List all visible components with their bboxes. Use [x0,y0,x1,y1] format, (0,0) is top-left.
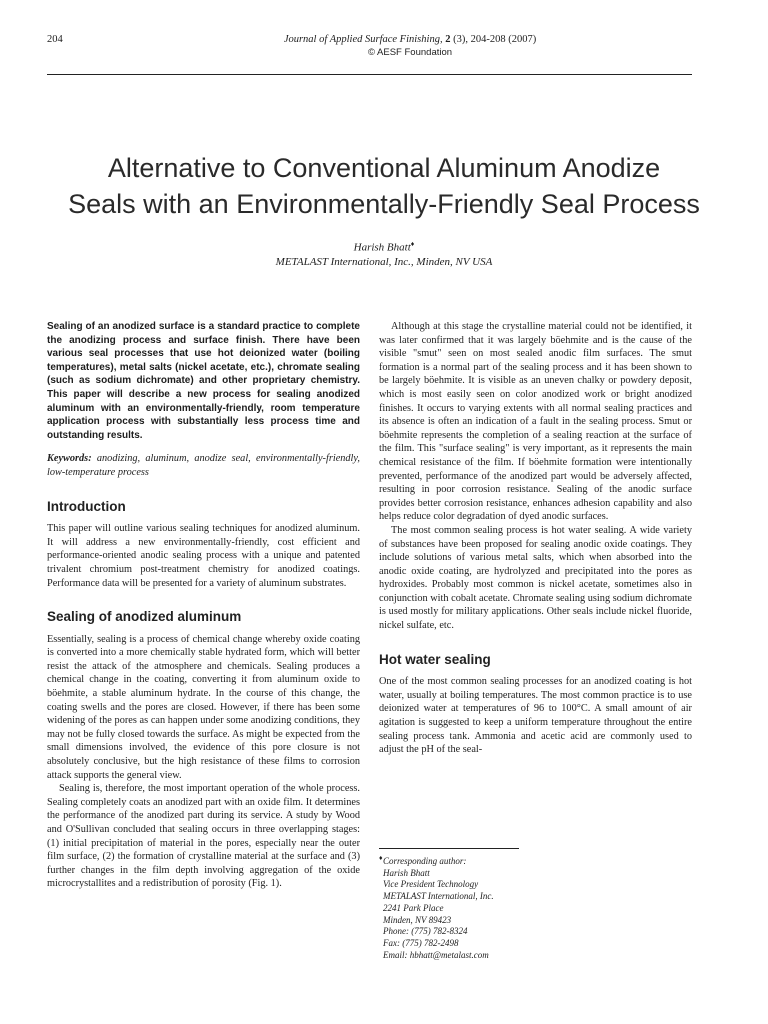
paper-title [20,150,748,222]
footnote-name: Harish Bhatt [383,867,430,878]
author-footnote-marker: ♦ [410,240,415,248]
title-line-2: Seals with an Environmentally-Friendly Seal Process [68,189,700,219]
left-column [47,320,360,891]
body-paragraph-seal-types: The most common sealing process is hot water sealing. A wide variety of substances have been proposed for sealing anodic oxide coatings. They include solutions of various metal salts, which when absorbed into the anodic oxide coating, are hydrolyzed and precipitated into the pores as hydroxides. Probably most common is nickel acetate, sometimes also in conjunction with cobalt acetate. Chromate sealing using sodium dichromate is used mostly for military applications. Other seals include nickel fluoride, nickel sulfate, etc. [379,524,692,632]
footnote-email: Email: hbhatt@metalast.com [383,949,489,960]
header-divider [47,74,692,75]
title-line-1: Alternative to Conventional Aluminum Anodize [107,153,661,183]
copyright: © AESF Foundation [367,47,453,58]
footnote-company: METALAST International, Inc. [383,891,494,902]
keywords-text: anodizing, aluminum, anodize seal, environmentally-friendly, low-temperature process [47,453,360,478]
footnote-street: 2241 Park Place [383,902,444,913]
author-affiliation: METALAST International, Inc., Minden, NV USA [275,256,493,268]
footnote-divider [379,848,519,849]
sealing-paragraph-1: Essentially, sealing is a process of chemical change whereby oxide coating is converted into a more chemically stable hydrated form, which will better resist the attack of the atmosphere and chemicals. Sealing produces a chemical change in the coating, converting it from aluminum oxide to böehmite, a stable aluminum hydrate. In the course of this change, the coating swells and the pores are closed. However, if there has been some widening of the pores as can happen under some anodizing conditions, they may not be fully closed towards the surface. As might be expected from the small dimensions involved, the evidence of this pore closure is not absolutely conclusive, but the high resistance of these films to corrosion attack supports the general view. [47,633,360,781]
abstract: Sealing of an anodized surface is a standard practice to complete the anodizing process and surface finish. There have been various seal processes that use hot deionized water (boiling temperatures), metal salts (nickel acetate, etc.), chromate sealing (such as sodium dichromate) and other proprietary chemistry. This paper will describe a new process for sealing anodized aluminum with an environmentally-friendly, room temperature application process with substantially less process time and outstanding results. [47,321,360,441]
footnote-label: Corresponding author: [383,856,467,866]
body-paragraph-smut: Although at this stage the crystalline material could not be identified, it was later confirmed that it was largely böehmite and is the cause of the visible "smut" seen on most sealed anodic film surfaces. The smut formation is a normal part of the sealing process and it has been shown to be largely böehmite. It is visible as an uneven chalky or powdery deposit, which is most easily seen on color anodized work or bright anodized finishes. It occurs to varying extents with all normal sealing practices and its absence is often an indication of a fault in the sealing process. Smut or böehmite represents the completion of a sealing reaction at the surface of the film. This "surface sealing" is very important, as it represents the main chemical resistance of the film. If böehmite formation were intentionally prevented, performance of the anodized part would be adversely affected, resulting in poor corrosion resistance. Sealing of the anodic surface provides better corrosion resistance, enhances adhesion capability and also helps reduce color degradation of dyed anodic surfaces. [379,321,692,523]
footnote-phone: Phone: (775) 782-8324 [383,926,468,937]
journal-issue-pages: (3), 204-208 (2007) [453,34,537,45]
footnote-city: Minden, NV 89423 [383,914,452,925]
journal-citation [180,34,640,46]
page-number: 204 [47,34,63,45]
footnote-marker: ♦ [379,854,383,862]
footnote-position: Vice President Technology [383,879,479,890]
journal-volume: 2 [445,34,451,45]
keywords-label: Keywords: [47,453,92,465]
section-heading-introduction: Introduction [47,498,126,514]
footnote-fax: Fax: (775) 782-2498 [383,937,459,948]
hot-water-paragraph: One of the most common sealing processes for an anodized coating is hot water, usually at boiling temperatures. The most common practice is to use deionized water at temperatures of 96 to 100°C. A small amount of air agitation is suggested to keep a uniform temperature throughout the entire sealing process tank. Ammonia and acetic acid are commonly used to adjust the pH of the seal- [379,676,692,756]
section-heading-sealing: Sealing of anodized aluminum [47,609,242,625]
right-column [379,320,692,757]
corresponding-author-footnote [379,854,494,961]
keywords [47,452,360,479]
author-line [120,240,648,254]
journal-name: Journal of Applied Surface Finishing, [283,34,443,45]
section-heading-hot-water: Hot water sealing [379,651,491,667]
author-name: Harish Bhatt [353,241,411,254]
intro-paragraph: This paper will outline various sealing techniques for anodized aluminum. It will address a new environmentally-friendly, cost efficient and performance-oriented anodic sealing process with a unique and patented trivalent chromium post-treatment chemistry for anodized coatings. Performance data will be presented for a variety of aluminum substrates. [47,523,360,589]
sealing-paragraph-2: Sealing is, therefore, the most important operation of the whole process. Sealing completely coats an anodized part with an oxide film. It determines the performance of the anodized part during its service. A study by Wood and O'Sullivan concluded that sealing occurs in three overlapping stages: (1) initial precipitation of material in the pores, especially near the outer film surface, (2) the formation of crystalline material at the surface and (3) further changes in the film depth involving aggregation of the oxide microcrystallites and a redistribution of porosity (Fig. 1). [47,783,360,890]
